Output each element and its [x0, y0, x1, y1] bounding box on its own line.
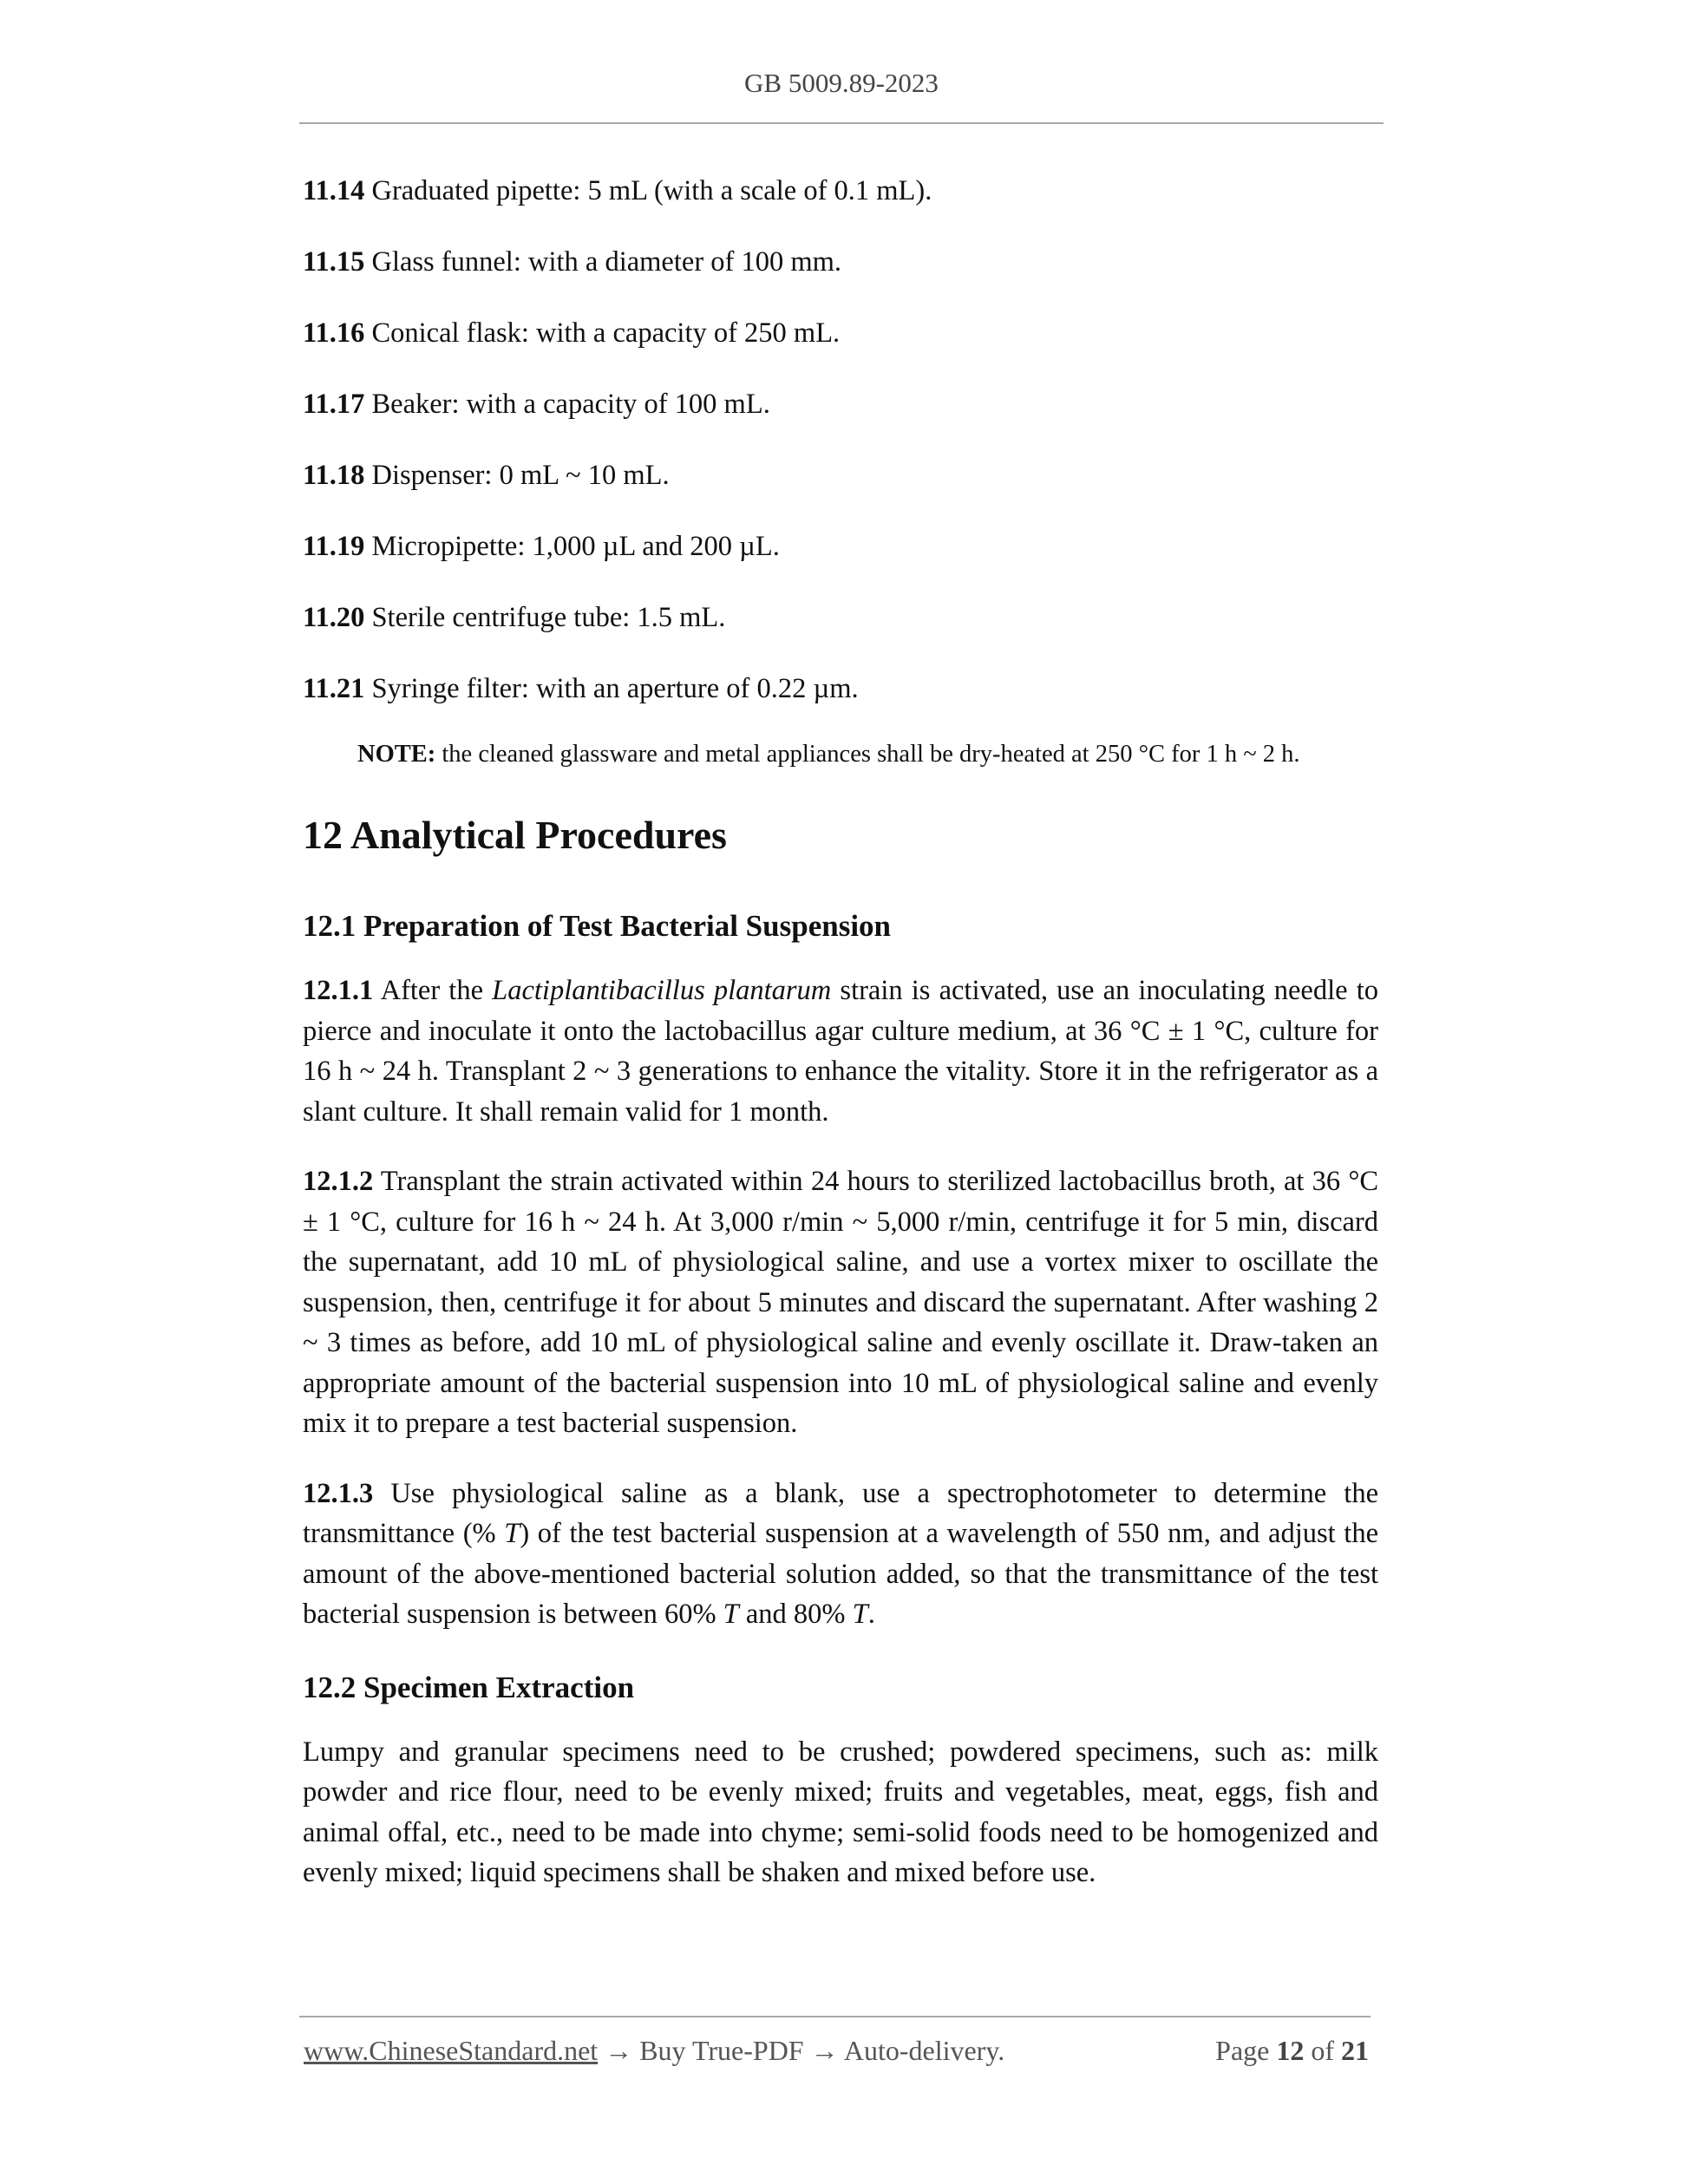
transmittance-symbol: T — [723, 1599, 739, 1630]
of-word: of — [1311, 2035, 1334, 2066]
section-heading: 12 Analytical Procedures — [303, 813, 727, 857]
subsection-heading: 12.1 Preparation of Test Bacterial Suspension — [303, 909, 892, 943]
buy-text: Buy True-PDF — [639, 2035, 804, 2066]
list-item — [303, 169, 1378, 213]
item-number: 11.18 — [303, 460, 365, 491]
list-item — [303, 525, 1378, 568]
header-divider — [299, 122, 1384, 124]
list-item — [303, 383, 1378, 426]
paragraph-text: Lumpy and granular specimens need to be crushed; powdered specimens, such as: milk powder and rice flour, need to be evenly mixed; fruits and vegetables, meat, eggs, fish and animal offal, etc., need to be made into chyme; semi-solid foods need to be homogenized and evenly mixed; liquid specimens shall be shaken and mixed before use. — [303, 1736, 1378, 1888]
page-number — [1215, 2035, 1369, 2067]
delivery-text: Auto-delivery. — [843, 2035, 1005, 2066]
footer-promo — [304, 2035, 1004, 2067]
list-item — [303, 311, 1378, 355]
clause-text-d: . — [867, 1599, 875, 1630]
clause-text-start: After the — [380, 975, 484, 1006]
list-item — [303, 667, 1378, 710]
item-number: 11.19 — [303, 531, 365, 562]
transmittance-symbol: T — [852, 1599, 868, 1630]
clause-text: Transplant the strain activated within 24 hours to sterilized lactobacillus broth, at 36 °C ± 1 °C, culture for 16 h ~ 24 h. At 3,000 r/min ~ 5,000 r/min, centrifuge it for 5 min, discard the supernatant, add 10 mL of physiological saline, and use a vortex mixer to oscillate the suspension, then, centrifuge it for about 5 minutes and discard the supernatant. After washing 2 ~ 3 times as before, add 10 mL of physiological saline and evenly oscillate it. Draw-taken an appropriate amount of the bacterial suspension into 10 mL of physiological saline and evenly mix it to prepare a test bacterial suspension. — [303, 1166, 1378, 1439]
page-word: Page — [1215, 2035, 1270, 2066]
item-number: 11.21 — [303, 673, 365, 704]
clause-number: 12.1.2 — [303, 1166, 374, 1197]
page-current: 12 — [1276, 2035, 1305, 2066]
list-item — [303, 596, 1378, 639]
clause-text-b: ) of the test bacterial suspension at a wavelength of 550 nm, and adjust the amount of the above-mentioned bacterial solution added, so that the transmittance of the test bacterial suspension is between 60% — [303, 1518, 1379, 1630]
species-name: Lactiplantibacillus plantarum — [492, 975, 832, 1006]
paragraph-12-2 — [303, 1732, 1378, 1893]
item-number: 11.14 — [303, 175, 365, 206]
clause-number: 12.1.3 — [303, 1477, 374, 1509]
item-text: Sterile centrifuge tube: 1.5 mL. — [371, 602, 726, 633]
standard-code: GB 5009.89-2023 — [744, 68, 939, 98]
item-number: 11.16 — [303, 317, 365, 349]
paragraph-12-1-3 — [303, 1474, 1378, 1635]
item-text: Dispenser: 0 mL ~ 10 mL. — [371, 460, 670, 491]
item-text: Syringe filter: with an aperture of 0.22 µm. — [371, 673, 859, 704]
clause-text-c: and 80% — [745, 1599, 846, 1630]
page-header — [299, 68, 1384, 99]
clause-text-a: Use physiological saline as a blank, use a spectrophotometer to determine the transmittance (% — [303, 1477, 1378, 1549]
clause-number: 12.1.1 — [303, 975, 374, 1006]
page-content — [303, 169, 1378, 1923]
item-text: Graduated pipette: 5 mL (with a scale of 0.1 mL). — [371, 175, 932, 206]
item-text: Conical flask: with a capacity of 250 mL. — [371, 317, 841, 349]
arrow-right-icon: → — [810, 2035, 839, 2066]
list-item — [303, 454, 1378, 497]
list-item — [303, 240, 1378, 284]
item-number: 11.15 — [303, 246, 365, 278]
paragraph-12-1-1 — [303, 971, 1378, 1132]
note-label: NOTE: — [357, 741, 436, 768]
footer-divider — [299, 2016, 1371, 2017]
arrow-right-icon: → — [605, 2035, 633, 2066]
transmittance-symbol: T — [504, 1518, 520, 1549]
clause-text-rest: strain is activated, use an inoculating needle to pierce and inoculate it onto the lactobacillus agar culture medium, at 36 °C ± 1 °C, culture for 16 h ~ 24 h. Transplant 2 ~ 3 generations to enhance the vitality. Store it in the refrigerator as a slant culture. It shall remain valid for 1 month. — [303, 975, 1378, 1128]
item-number: 11.17 — [303, 389, 365, 420]
item-number: 11.20 — [303, 602, 365, 633]
note-text: the cleaned glassware and metal appliances shall be dry-heated at 250 °C for 1 h ~ 2 h. — [442, 741, 1300, 768]
subsection-heading: 12.2 Specimen Extraction — [303, 1670, 635, 1704]
note — [357, 736, 1378, 773]
item-text: Beaker: with a capacity of 100 mL. — [371, 389, 770, 420]
site-link[interactable]: www.ChineseStandard.net — [304, 2035, 599, 2066]
item-text: Micropipette: 1,000 µL and 200 µL. — [371, 531, 780, 562]
item-text: Glass funnel: with a diameter of 100 mm. — [371, 246, 842, 278]
page-total: 21 — [1341, 2035, 1369, 2066]
paragraph-12-1-2 — [303, 1161, 1378, 1444]
